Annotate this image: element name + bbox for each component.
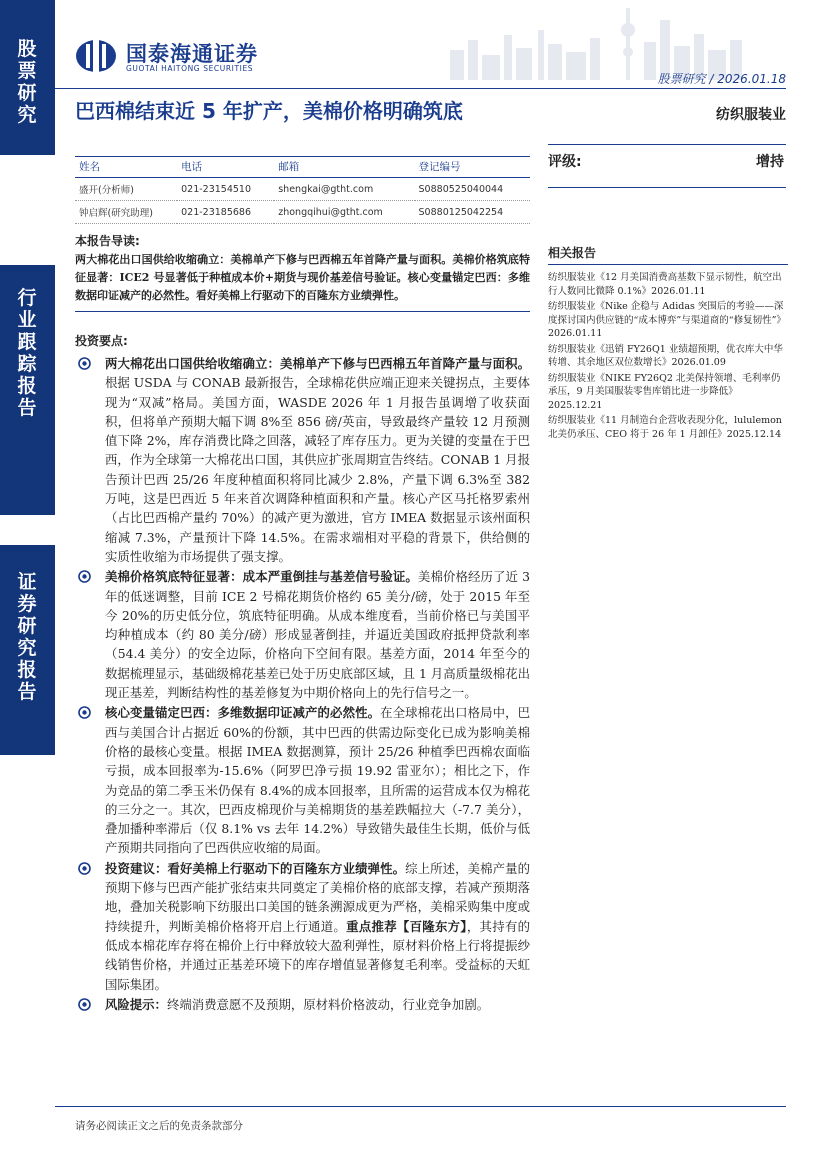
related-report-item[interactable]: 纺织服装业《NIKE FY26Q2 北美保持领增、毛利率仍承压，9 月美国服装零售库销比进一步降低》2025.12.21 <box>548 372 781 411</box>
bullet-icon <box>78 357 91 370</box>
rating-label: 评级: <box>548 154 582 170</box>
sidebar-industry-tracking <box>0 265 55 515</box>
analyst-contact-table <box>75 156 530 224</box>
intro-summary: 两大棉花出口国供给收缩确立：美棉单产下修与巴西棉五年首降产量与面积。美棉价格筑底特征显著：ICE2 号显著低于种植成本价+期货与现价基差信号验证。核心变量锚定巴西：多维数据印证减产的必然性。看好美棉上行驱动下的百隆东方业绩弹性。 <box>75 251 530 312</box>
key-point-lead: 投资建议：看好美棉上行驱动下的百隆东方业绩弹性。 <box>105 860 406 876</box>
sidebar-securities-research <box>0 545 55 755</box>
bullet-icon <box>78 570 91 583</box>
analyst-email[interactable]: zhongqihui@gtht.com <box>274 201 414 224</box>
key-point-lead: 核心变量锚定巴西：多维数据印证减产的必然性。 <box>105 705 381 721</box>
key-points-list <box>75 354 530 1015</box>
bullet-icon <box>78 998 91 1011</box>
list-item <box>75 703 530 857</box>
skyline-watermark <box>430 0 760 80</box>
list-item <box>75 859 530 994</box>
key-point-body: 美棉价格经历了近 3 年的低迷调整，目前 ICE 2 号棉花期货价格约 65 美分/磅，处于 2015 年至今 20%的历史低分位，筑底特征明确。从成本维度看，当前价格已与美国平均种植成本（约 80 美分/磅）形成显著倒挂，并逼近美国政府抵押贷款利率（54.4 美分）的安全边际，价格向下空间有限。基差方面，2014 年至今的数据梳理显示，基础级棉花基差已处于历史底部区域，且 1 月高质量级棉花出现正基差，判断结构性的基差修复为中期价格向上的先行信号之一。 <box>105 569 531 701</box>
table-row <box>75 178 530 201</box>
company-name-cn: 国泰海通证券 <box>126 42 258 66</box>
key-point-body-2: ，其持有的低成本棉花库存将在棉价上行中释放较大盈利弹性，原材料价格上行将提振纱线销售价格，并通过正基差环境下的库存增值显著修复毛利率。受益标的天虹国际集团。 <box>105 918 531 992</box>
report-meta: 股票研究 / 2026.01.18 <box>657 72 786 86</box>
sidebar-label-securities-research: 证券研究报告 <box>17 571 38 703</box>
key-point-body: 在全球棉花出口格局中，巴西与美国合计占据近 60%的份额，其中巴西的供需边际变化已成为影响美棉价格的最核心变量。根据 IMEA 数据测算，预计 25/26 种植季巴西棉农面临亏损，成本回报率为-15.6%（阿罗巴净亏损 19.92 雷亚尔）；相比之下，作为竞品的第二季玉米仍保有 8.4%的成本回报率，且所需的运营成本仅为棉花的三分之一。其次，巴西皮棉现价与美棉期货的基差跌幅拉大（-7.7 美分），叠加播种率滞后（仅 8.1% vs 去年 14.2%）导致错失最佳生长期，低价与低产预期共同指向了巴西供应收缩的局面。 <box>105 705 531 856</box>
company-logo <box>74 36 334 76</box>
related-report-item[interactable]: 纺织服装业《迅销 FY26Q1 业绩超预期，优衣库大中华转增、其余地区双位数增长》2026.01.09 <box>548 343 783 368</box>
related-report-item[interactable]: 纺织服装业《11 月制造台企营收表现分化，lululemon 北美仍承压、CEO 将于 26 年 1 月卸任》2025.12.14 <box>548 415 782 440</box>
col-registration: 登记编号 <box>415 157 530 178</box>
key-point-body: 综上所述，美棉产量的预期下修与巴西产能扩张结束共同奠定了美棉价格的底部支撑，若减产预期落地，叠加关税影响下纺服出口美国的链条溯源成更为严格，美棉采购集中度或持续提升，判断美棉价格将开启上行通道。 <box>105 860 531 934</box>
analyst-phone: 021-23185686 <box>177 201 274 224</box>
table-row <box>75 201 530 224</box>
related-report-item[interactable]: 纺织服装业《Nike 企稳与 Adidas 突围后的考验——深度探讨国内供应链的“成本博弈”与渠道商的“修复韧性”》2026.01.11 <box>548 301 786 339</box>
header-divider <box>55 88 786 89</box>
company-name-en: GUOTAI HAITONG SECURITIES <box>126 64 254 73</box>
disclaimer-footer: 请务必阅读正文之后的免责条款部分 <box>75 1120 243 1132</box>
rating-value: 增持 <box>756 154 784 170</box>
key-point-body: 根据 USDA 与 CONAB 最新报告，全球棉花供应端正迎来关键拐点，主要体现为“双减”格局。美国方面，WASDE 2026 年 1 月报告虽调增了收获面积，但将单产预期大幅下调 8%至 856 磅/英亩，导致最终产量较 12 月预测值下降 2%，库存消费比降之回落，减轻了库存压力。更为关键的变量在于巴西，作为全球第一大棉花出口国，其供应扩张周期宣告终结。CONAB 1 月报告预计巴西 25/26 年度种植面积将同比减少 2.8%，产量下调 6.3%至 382 万吨，这是巴西近 5 年来首次调降种植面积和产量。核心产区马托格罗索州（占比巴西棉产量约 70%）的减产更为激进，官方 IMEA 数据显示该州面积缩减 7.3%，产量预计下降 14.5%。在需求端相对平稳的背景下，供给侧的实质性收缩为市场提供了强支撑。 <box>105 375 530 564</box>
analyst-email[interactable]: shengkai@gtht.com <box>274 178 414 201</box>
rating-box <box>548 144 786 188</box>
company-logo-icon <box>74 36 118 76</box>
bullet-icon <box>78 706 91 719</box>
analyst-name: 钟启辉(研究助理) <box>75 201 177 224</box>
key-points-header: 投资要点: <box>75 334 128 348</box>
related-reports-header: 相关报告 <box>548 244 788 265</box>
report-title: 巴西棉结束近 5 年扩产，美棉价格明确筑底 <box>75 99 463 123</box>
analyst-phone: 021-23154510 <box>177 178 274 201</box>
sidebar-stock-research <box>0 0 55 155</box>
footer-divider <box>55 1106 786 1107</box>
key-point-recommendation: 重点推荐【百隆东方】 <box>346 918 467 934</box>
col-email: 邮箱 <box>274 157 414 178</box>
intro-header: 本报告导读: <box>75 234 140 248</box>
analyst-name: 盛开(分析师) <box>75 178 177 201</box>
industry-label: 纺织服装业 <box>716 107 786 123</box>
list-item <box>75 354 530 566</box>
key-point-lead: 两大棉花出口国供给收缩确立：美棉单产下修与巴西棉五年首降产量与面积。 <box>105 356 530 371</box>
col-phone: 电话 <box>177 157 274 178</box>
bullet-icon <box>78 862 91 875</box>
related-report-item[interactable]: 纺织服装业《12 月美国消费高基数下显示韧性，航空出行人数同比微降 0.1%》2026.01.11 <box>548 272 782 297</box>
col-name: 姓名 <box>75 157 177 178</box>
key-point-lead: 美棉价格筑底特征显著：成本严重倒挂与基差信号验证。 <box>105 569 418 585</box>
sidebar-label-stock-research: 股票研究 <box>17 38 38 126</box>
list-item <box>75 567 530 702</box>
related-reports <box>548 244 788 443</box>
analyst-registration: S0880525040044 <box>415 178 530 201</box>
key-point-body: 终端消费意愿不及预期，原材料价格波动，行业竞争加剧。 <box>166 996 490 1012</box>
sidebar-label-industry-tracking: 行业跟踪报告 <box>17 287 38 419</box>
analyst-registration: S0880125042254 <box>415 201 530 224</box>
table-header-row <box>75 157 530 178</box>
list-item <box>75 995 530 1014</box>
key-point-lead: 风险提示： <box>105 996 167 1012</box>
